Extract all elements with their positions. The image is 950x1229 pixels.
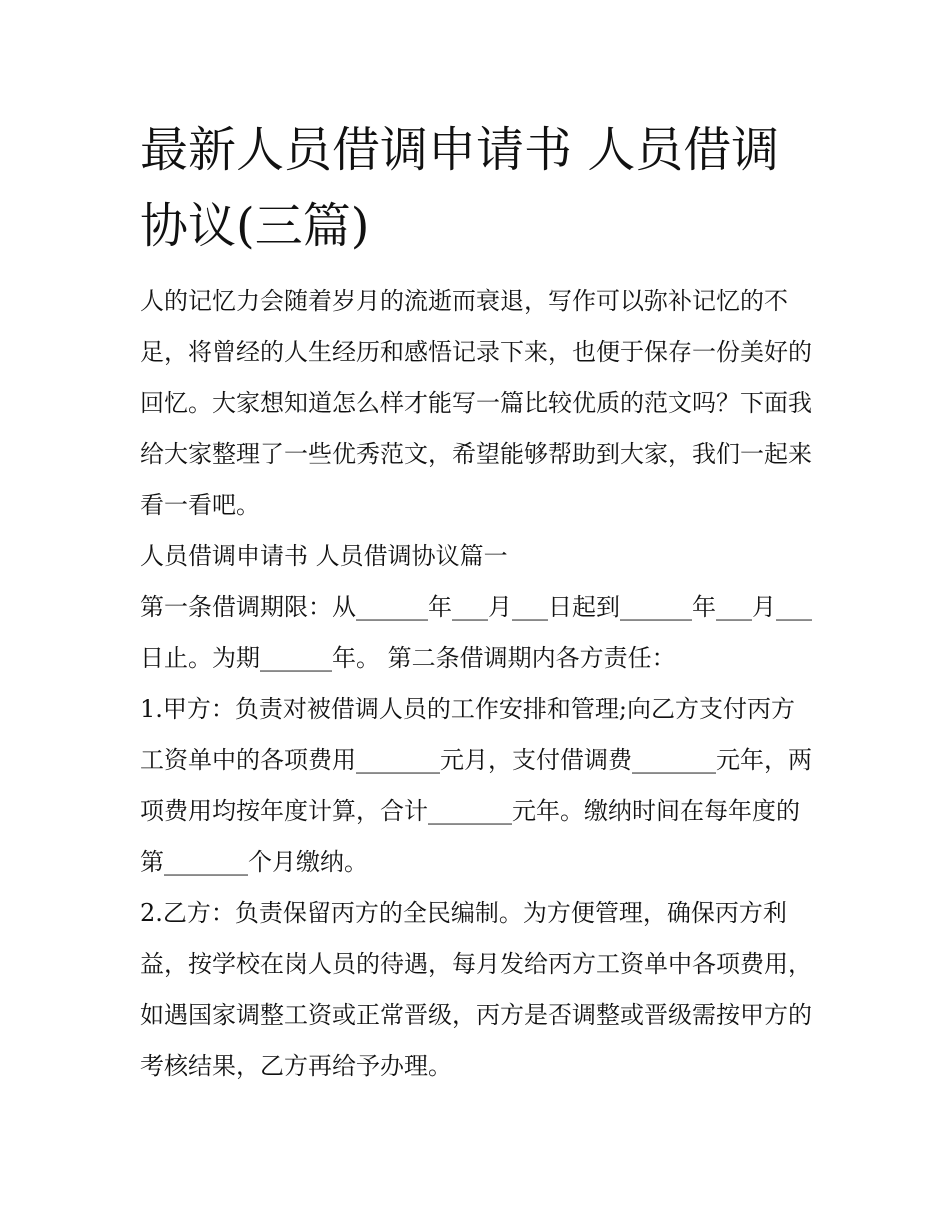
document-title: 最新人员借调申请书 人员借调协议(三篇) <box>140 122 780 254</box>
clause-term-paragraph: 第一条借调期限：从______年___月___日起到______年___月___日止。为期______年。 第二条借调期内各方责任： <box>140 593 812 672</box>
clause-party-a-paragraph: 1.甲方：负责对被借调人员的工作安排和管理;向乙方支付丙方工资单中的各项费用_______元月，支付借调费_______元年，两项费用均按年度计算，合计_______元年。缴纳时间在每年度的第_______个月缴纳。 <box>140 695 812 876</box>
clause-party-b-paragraph: 2.乙方：负责保留丙方的全民编制。为方便管理，确保丙方利益，按学校在岗人员的待遇，每月发给丙方工资单中各项费用，如遇国家调整工资或正常晋级，丙方是否调整或晋级需按甲方的考核结果，乙方再给予办理。 <box>140 899 812 1080</box>
document-body <box>140 112 812 1092</box>
intro-paragraph: 人的记忆力会随着岁月的流逝而衰退，写作可以弥补记忆的不足，将曾经的人生经历和感悟记录下来，也便于保存一份美好的回忆。大家想知道怎么样才能写一篇比较优质的范文吗？下面我给大家整理了一些优秀范文，希望能够帮助到大家，我们一起来看一看吧。 <box>140 287 812 519</box>
section-heading: 人员借调申请书 人员借调协议篇一 <box>140 542 508 570</box>
